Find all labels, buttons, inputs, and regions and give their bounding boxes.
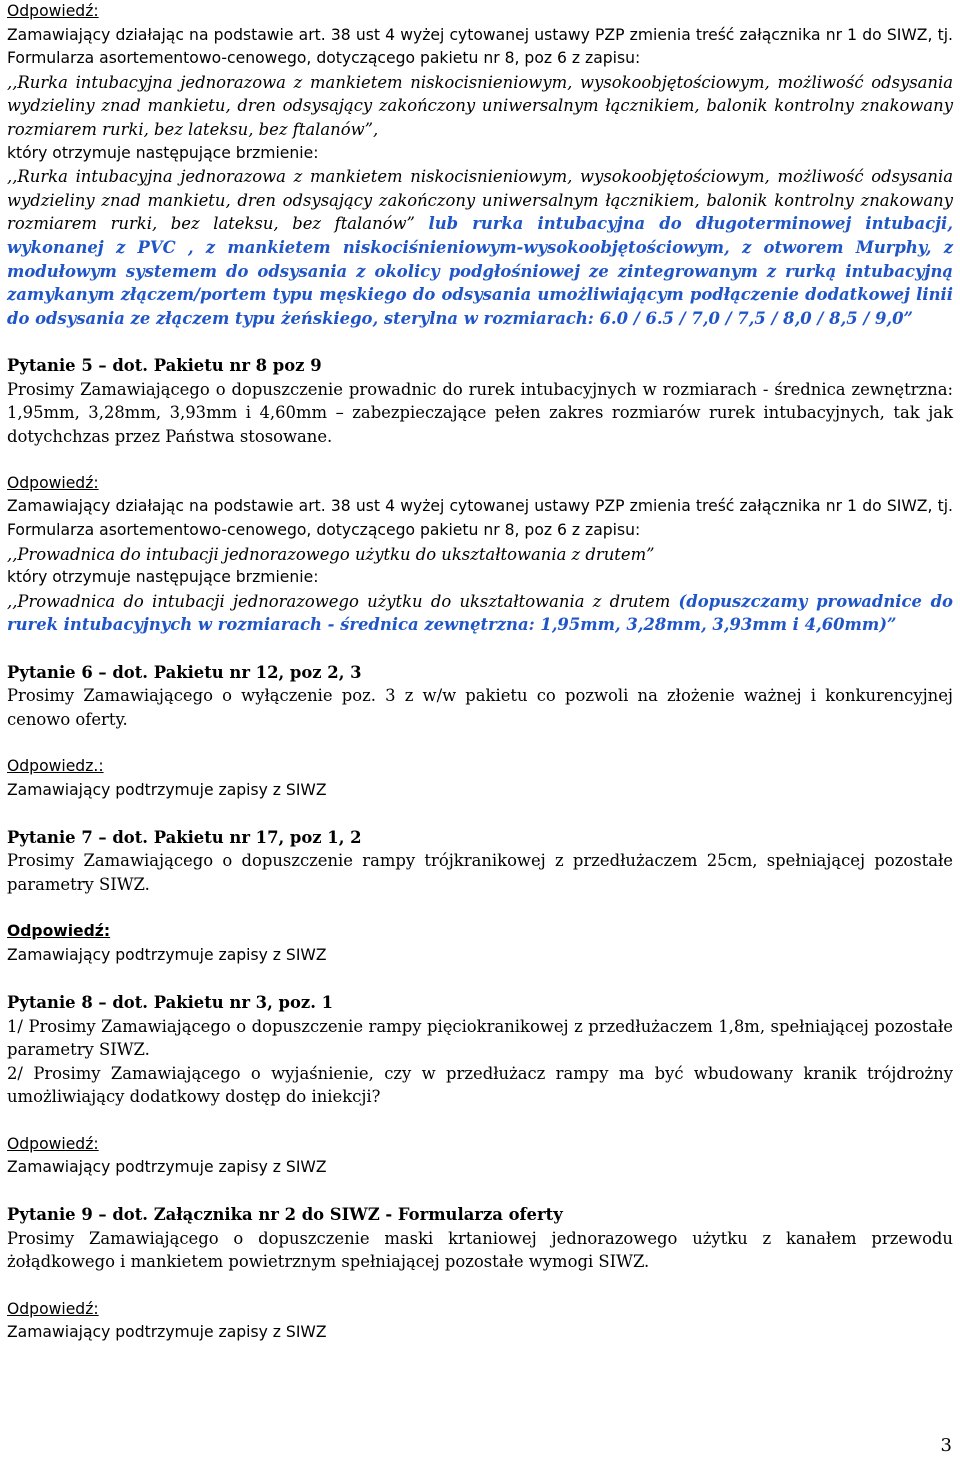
question-5-text: Prosimy Zamawiającego o dopuszczenie prowadnic do rurek intubacyjnych w rozmiarach - średnica zewnętrzna: 1,95mm, 3,28mm, 3,93mm i 4,60mm – zabezpieczające pełen zakres rozmiarów rurek intubacyjnych, tak jak dotychchzas przez Państwa stosowane. bbox=[7, 379, 953, 446]
answer-text: Zamawiający działając na podstawie art. 38 ust 4 wyżej cytowanej ustawy PZP zmienia treść załącznika nr 1 do SIWZ, tj. Formularza asortementowo-cenowego, dotyczącego pakietu nr 8, poz 6 z zapisu: bbox=[7, 25, 953, 68]
quoted-old-text: ,,Rurka intubacyjna jednorazowa z mankietem niskocisnieniowym, wysokoobjętościowym, możliwość odsysania wydzieliny znad mankietu, dren odsysający zakończony uniwersalnym łącznikiem, balonik kontrolny znakowany rozmiarem rurki, bez lateksu, bez ftalanów”, bbox=[7, 72, 953, 139]
question-6-title: Pytanie 6 – dot. Pakietu nr 12, poz 2, 3 bbox=[7, 662, 362, 682]
document-page bbox=[7, 0, 953, 1345]
quoted-new-text-a: ,,Prowadnica do intubacji jednorazowego użytku do ukształtowania z drutem bbox=[7, 591, 671, 611]
answer-text: Zamawiający podtrzymuje zapisy z SIWZ bbox=[7, 945, 327, 964]
quoted-old-text: ,,Prowadnica do intubacji jednorazowego użytku do ukształtowania z drutem” bbox=[7, 544, 655, 564]
answer-text: Zamawiający podtrzymuje zapisy z SIWZ bbox=[7, 780, 327, 799]
answer-label: Odpowiedź: bbox=[7, 1134, 99, 1153]
receives-label: który otrzymuje następujące brzmienie: bbox=[7, 143, 319, 162]
quoted-new-text bbox=[7, 165, 953, 330]
answer-label: Odpowiedź: bbox=[7, 1299, 99, 1318]
question-7-text: Prosimy Zamawiającego o dopuszczenie rampy trójkranikowej z przedłużaczem 25cm, spełniającej pozostałe parametry SIWZ. bbox=[7, 851, 953, 894]
page-number: 3 bbox=[940, 1435, 952, 1456]
question-7-title: Pytanie 7 – dot. Pakietu nr 17, poz 1, 2 bbox=[7, 827, 362, 847]
quoted-new-text-a: ,,Rurka intubacyjna jednorazowa z mankietem niskocisnieniowym, wysokoobjętościowym, możliwość odsysania wydzieliny znad mankietu, dren odsysający zakończony uniwersalnym łącznikiem, balonik kontrolny znakowany rozmiarem rurki, bez lateksu, bez ftalanów” bbox=[7, 167, 953, 234]
answer-text: Zamawiający podtrzymuje zapisy z SIWZ bbox=[7, 1323, 327, 1342]
question-9-text: Prosimy Zamawiającego o dopuszczenie maski krtaniowej jednorazowego użytku z kanałem przewodu żołądkowego i mankietem powietrznym spełniającej pozostałe wymogi SIWZ. bbox=[7, 1228, 953, 1272]
question-8-text-1: 1/ Prosimy Zamawiającego o dopuszczenie rampy pięciokranikowej z przedłużaczem 1,8m, spełniającej pozostałe parametry SIWZ. bbox=[7, 1016, 953, 1060]
answer-label: Odpowiedź: bbox=[7, 473, 99, 492]
answer-label: Odpowiedź: bbox=[7, 922, 111, 941]
answer-text: Zamawiający podtrzymuje zapisy z SIWZ bbox=[7, 1158, 327, 1177]
question-9-title: Pytanie 9 – dot. Załącznika nr 2 do SIWZ - Formularza oferty bbox=[7, 1205, 563, 1225]
question-6-text: Prosimy Zamawiającego o wyłączenie poz. 3 z w/w pakietu co pozwoli na złożenie ważnej i konkurencyjnej cenowo oferty. bbox=[7, 686, 953, 729]
quoted-new-text-b: (dopuszczamy prowadnice do rurek intubacyjnych w rozmiarach - średnica zewnętrzna: 1,95mm, 3,28mm, 3,93mm i 4,60mm)” bbox=[7, 591, 953, 635]
question-5-title: Pytanie 5 – dot. Pakietu nr 8 poz 9 bbox=[7, 355, 322, 375]
answer-label: Odpowiedź: bbox=[7, 2, 99, 20]
question-8-text-2: 2/ Prosimy Zamawiającego o wyjaśnienie, czy w przedłużacz rampy ma być wbudowany kranik trójdrożny umożliwiający dodatkowy dostęp do iniekcji? bbox=[7, 1063, 953, 1107]
quoted-new-text-b: lub rurka intubacyjna do długoterminowej intubacji, wykonanej z PVC , z mankietem niskociśnieniowym-wysokoobjętościowym, z otworem Murphy, z modułowym systemem do odsysania z okolicy podgłośniowej ze zintegrowanym z rurką intubacyjną zamykanym złączem/portem typu męskiego do odsysania umożliwiającym podłączenie dodatkowej linii do odsysania ze złączem typu żeńskiego, sterylna w rozmiarach: 6.0 / 6.5 / 7,0 / 7,5 / 8,0 / 8,5 / 9,0” bbox=[7, 214, 953, 328]
answer-text: Zamawiający działając na podstawie art. 38 ust 4 wyżej cytowanej ustawy PZP zmienia treść załącznika nr 1 do SIWZ, tj. Formularza asortementowo-cenowego, dotyczącego pakietu nr 8, poz 6 z zapisu: bbox=[7, 497, 953, 540]
question-8-title: Pytanie 8 – dot. Pakietu nr 3, poz. 1 bbox=[7, 992, 334, 1012]
quoted-new-text bbox=[7, 590, 953, 637]
receives-label: który otrzymuje następujące brzmienie: bbox=[7, 568, 319, 587]
answer-label: Odpowiedz.: bbox=[7, 757, 104, 775]
